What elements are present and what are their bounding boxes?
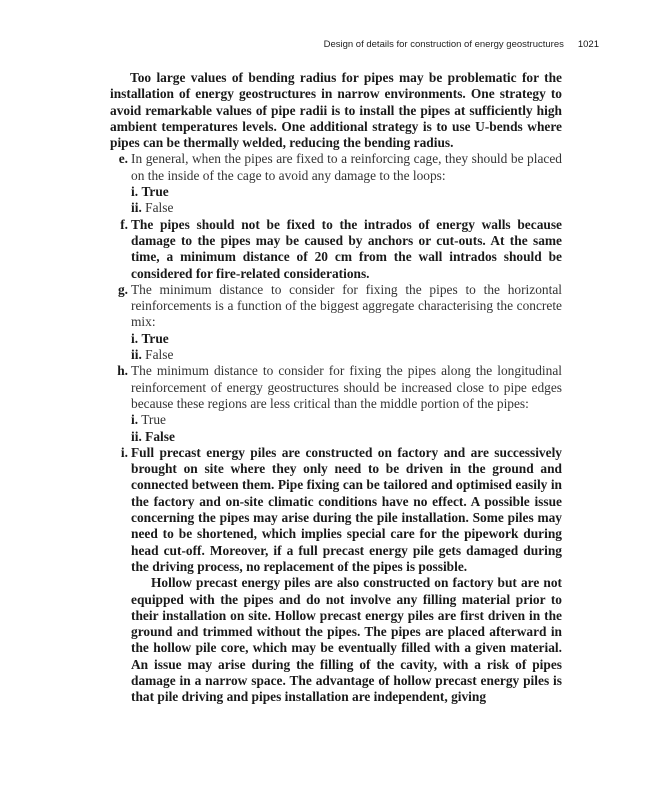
item-g-text: The minimum distance to consider for fixing the pipes to the horizontal reinforcements is a function of the biggest aggregate characterising the concrete mix: [131,281,562,330]
item-h-text: The minimum distance to consider for fixing the pipes along the longitudinal reinforcement of energy geostructures should be increased close to pipe edges because these regions are less critical than the middle portion of the pipes: [131,363,562,411]
item-g-option-i-text: True [141,330,169,346]
item-h-option-i-text: True [141,412,166,428]
item-h-option-i [131,412,562,428]
item-i [110,445,562,706]
item-e [110,151,562,216]
item-f-label: f. [120,216,128,232]
closing-paragraph: Hollow precast energy piles are also constructed on factory but are not equipped with the pipes and do not involve any filling material prior to their installation on site. Hollow precast energy piles are first driven in the ground and trimmed without the pipes. The pipes are placed afterward in the hollow pile core, which may be eventually filled with a given material. An issue may arise during the filling of the cavity, with a risk of pipes damage in a narrow space. The advantage of hollow precast energy piles is that pile driving and pipes installation are independent, giving [131,575,562,705]
item-e-option-ii-label: ii. [131,200,142,216]
item-e-option-i-text: True [141,184,169,200]
item-e-option-ii [131,200,562,216]
item-f [110,217,562,282]
item-h-option-ii [131,429,562,445]
item-g-option-ii [131,347,562,363]
item-g [110,282,562,363]
item-i-label: i. [120,444,128,460]
item-g-option-i [131,331,562,347]
item-e-label: e. [118,151,128,167]
item-h-option-ii-label: ii. [131,428,142,444]
item-e-option-i-label: i. [131,184,139,200]
item-g-option-ii-text: False [145,347,174,363]
item-h-label: h. [117,363,128,379]
item-g-option-i-label: i. [131,330,139,346]
intro-paragraph: Too large values of bending radius for pipes may be problematic for the installation of energy geostructures in narrow environments. One strategy to avoid remarkable values of pipe radii is to install the pipes at sufficiently high ambient temperatures levels. One additional strategy is to use U-bends where pipes can be thermally welded, reducing the bending radius. [110,70,562,151]
item-i-text: Full precast energy piles are constructed on factory and are successively brought on site where they only need to be driven in the ground and connected between them. Pipe fixing can be tailored and optimised easily in the factory and on-site climatic conditions have no effect. A possible issue concerning the pipes may arise during the pile installation. Some piles may need to be shortened, which implies special care for the pipework during head cut-off. Moreover, if a full precast energy pile gets damaged during the driving process, no replacement of the pipes is possible. [131,444,562,574]
running-header-title: Design of details for construction of energy geostructures [323,39,564,50]
item-f-text: The pipes should not be fixed to the intrados of energy walls because damage to the pipes may be caused by anchors or cut-outs. At the same time, a minimum distance of 20 cm from the wall intrados should be considered for fire-related considerations. [131,216,562,281]
item-h-option-ii-text: False [145,428,175,444]
item-h-option-i-label: i. [131,412,139,428]
item-e-option-i [131,184,562,200]
item-e-text: In general, when the pipes are fixed to a reinforcing cage, they should be placed on the inside of the cage to avoid any damage to the loops: [131,151,562,183]
running-header [0,39,599,50]
item-e-option-ii-text: False [145,200,174,216]
item-g-option-ii-label: ii. [131,347,142,363]
page-body [110,70,562,706]
page-number: 1021 [577,39,599,50]
item-h [110,363,562,444]
item-g-label: g. [117,281,128,297]
